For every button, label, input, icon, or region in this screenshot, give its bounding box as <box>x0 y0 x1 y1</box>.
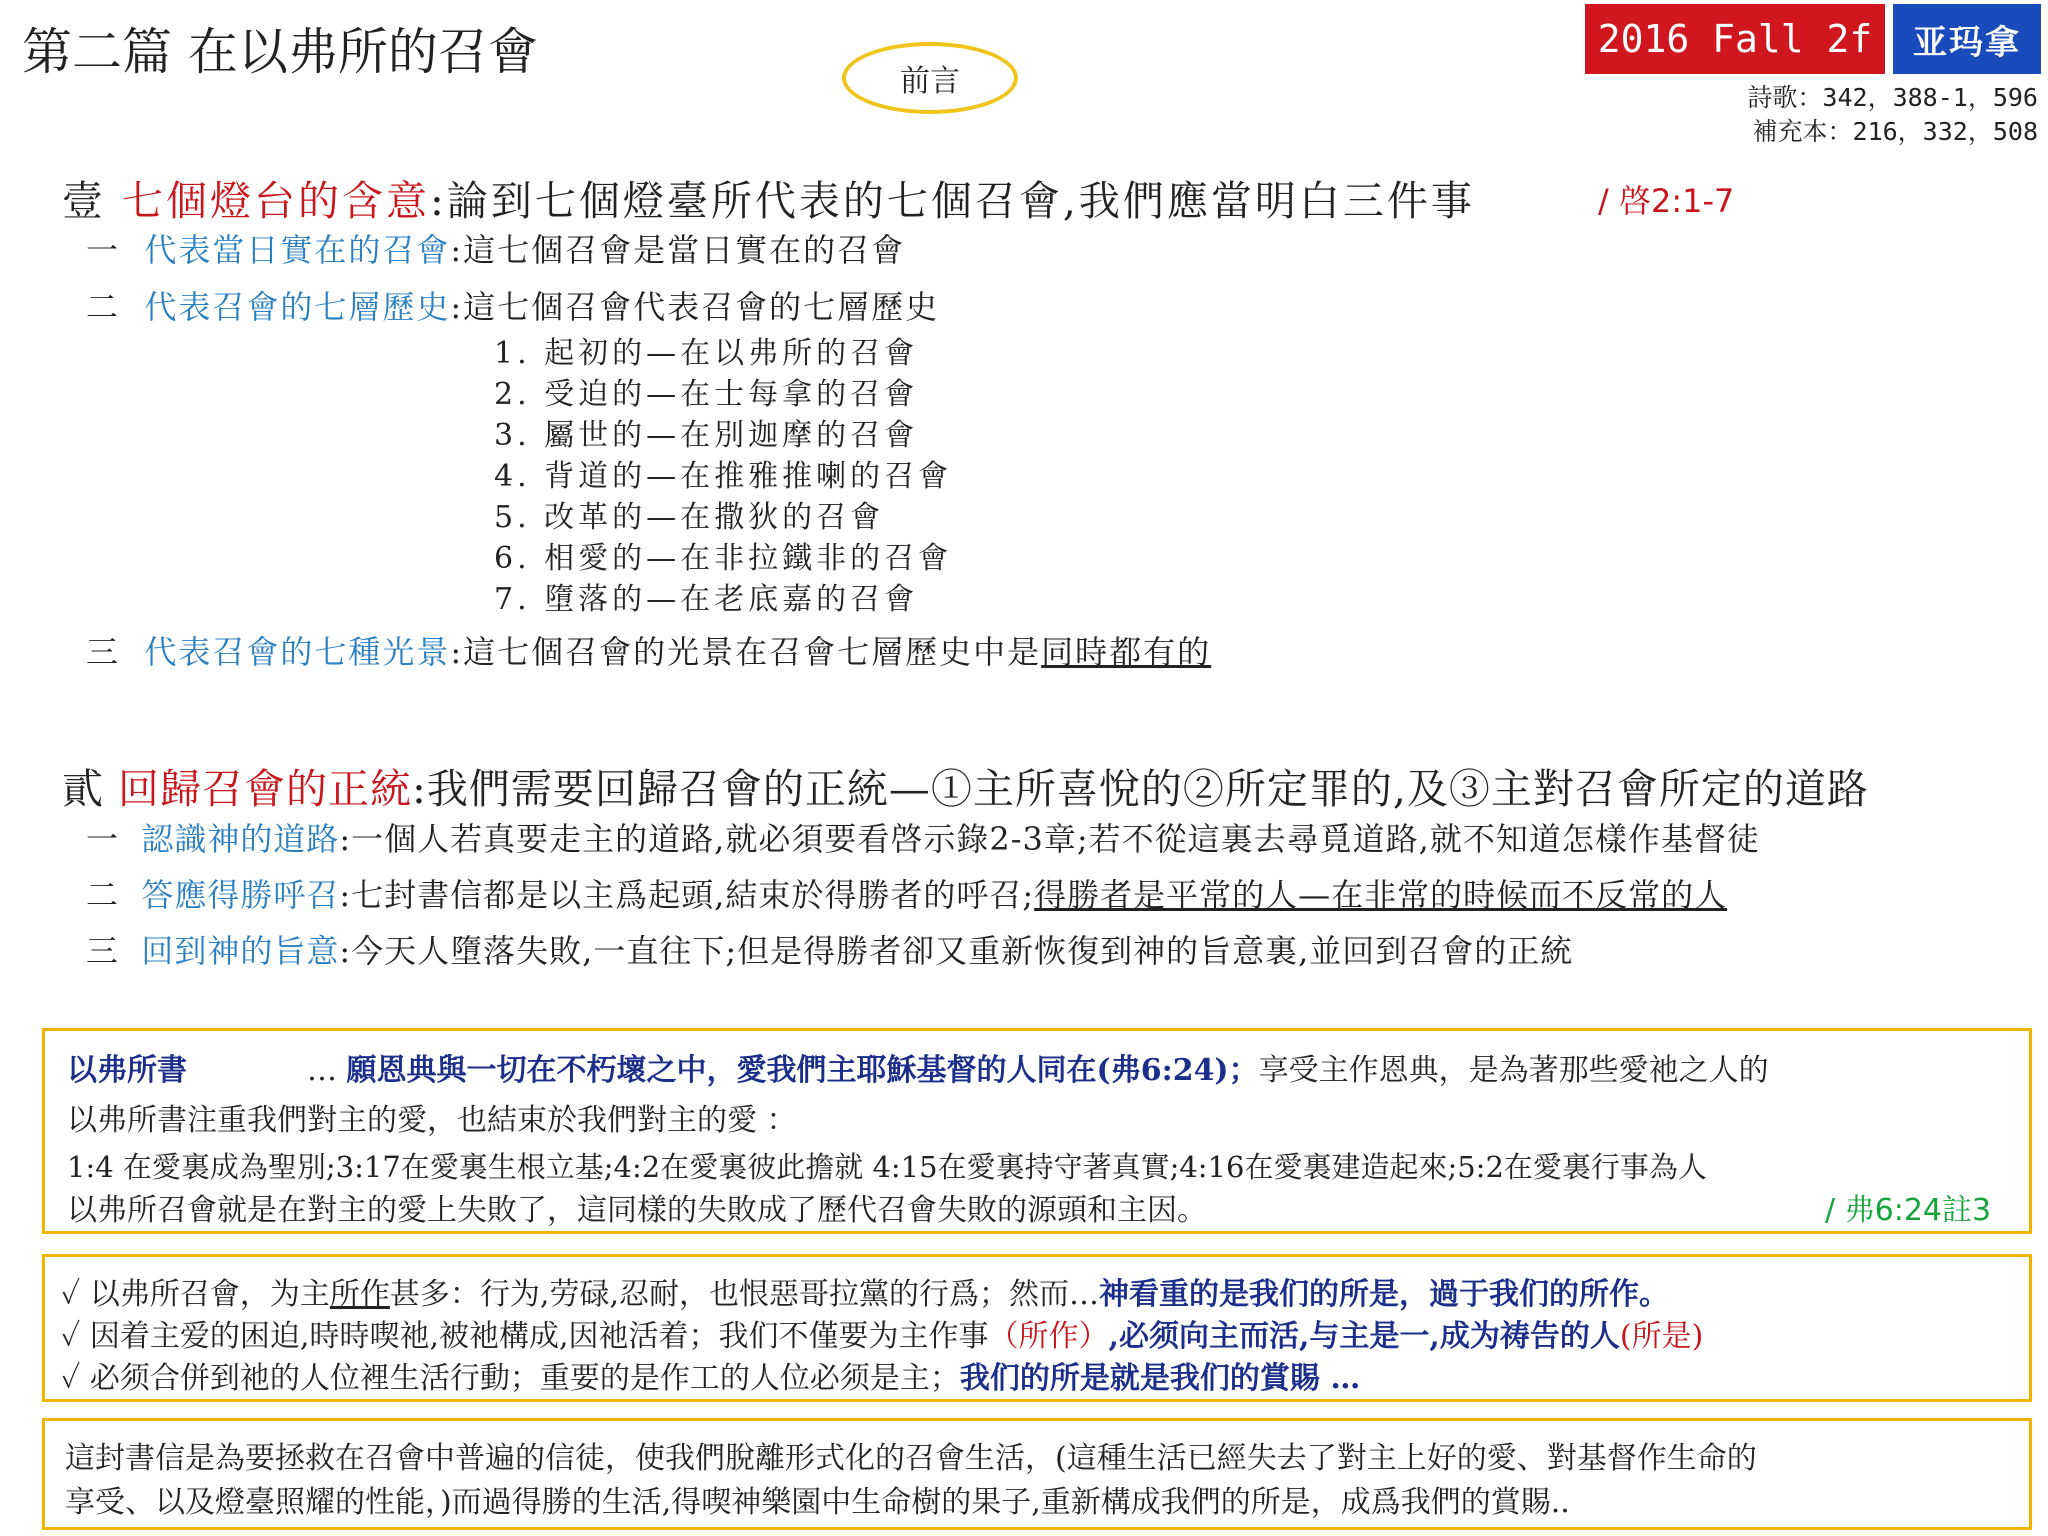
box1-bold: 願恩典與一切在不朽壞之中，愛我們主耶穌基督的人同在(弗6:24)； <box>346 1053 1259 1088</box>
point-num: 一 <box>86 231 121 269</box>
item-emphasis: ,必须向主而活,与主是一,成为祷告的人 <box>1108 1319 1620 1354</box>
box1-dots: … <box>307 1053 337 1088</box>
point-head: 回到神的旨意 <box>141 932 340 970</box>
preface-label: 前言 <box>900 64 960 99</box>
checklist-item <box>61 1353 1360 1397</box>
box1-line2: 以弗所書注重我們對主的愛，也結束於我們對主的愛 ： <box>67 1103 797 1138</box>
summary-box <box>42 1418 2032 1530</box>
check-icon: ✓ <box>61 1319 81 1354</box>
point-head: 代表召會的七層歷史 <box>144 288 451 326</box>
section2-point-3 <box>86 926 1573 972</box>
item-red: （所作） <box>988 1319 1109 1354</box>
section2-heading <box>62 756 1869 815</box>
box1-ref: / 弗6:24註3 <box>1825 1193 1992 1228</box>
ephesians-box <box>42 1028 2032 1234</box>
history-item: 1. 起初的—在以弗所的召會 <box>494 336 919 371</box>
point-text: :七封書信都是以主爲起頭,結束於得勝者的呼召; <box>339 876 1035 914</box>
section1-point-3 <box>86 627 1211 673</box>
point-num: 二 <box>86 288 121 326</box>
box1-line1 <box>67 1045 1769 1089</box>
page-title: 第二篇 在以弗所的召會 <box>22 23 538 81</box>
item-text: 甚多：行为,劳碌,忍耐，也恨惡哥拉黨的行爲；然而… <box>389 1277 1099 1312</box>
history-item: 5. 改革的—在撒狄的召會 <box>494 500 885 535</box>
section2-text: :我們需要回歸召會的正統—①主所喜悅的②所定罪的,及③主對召會所定的道路 <box>412 765 1869 813</box>
checklist-item <box>61 1269 1669 1313</box>
check-icon: ✓ <box>61 1277 81 1312</box>
section1-heading <box>62 168 1475 227</box>
point-num: 一 <box>86 820 120 858</box>
point-underline: 同時都有的 <box>1041 633 1212 671</box>
logo-text: 亚玛拿 <box>1913 22 2021 63</box>
section2-head: 回歸召會的正統 <box>118 765 413 813</box>
section2-point-1 <box>86 814 1760 860</box>
item-text: 必须合併到祂的人位裡生活行動；重要的是作工的人位必须是主； <box>89 1361 960 1396</box>
item-emphasis: 我们的所是就是我们的賞賜 … <box>959 1361 1361 1396</box>
box1-line4: 以弗所召會就是在對主的愛上失敗了，這同樣的失敗成了歷代召會失敗的源頭和主因。 <box>67 1193 1207 1228</box>
point-text: :這七個召會是當日實在的召會 <box>450 231 906 269</box>
history-item: 4. 背道的—在推雅推喇的召會 <box>494 459 953 494</box>
section1-head: 七個燈台的含意 <box>122 177 431 225</box>
item-red: (所是) <box>1619 1319 1704 1354</box>
section1-ref: / 啓2:1-7 <box>1598 182 1735 220</box>
checklist-box <box>42 1254 2032 1402</box>
box3-line1: 這封書信是為要拯救在召會中普遍的信徒，使我們脫離形式化的召會生活，(這種生活已經失去了對主上好的愛、對基督作生命的 <box>65 1441 1757 1476</box>
point-head: 答應得勝呼召 <box>141 876 340 914</box>
box1-line3: 1:4 在愛裏成為聖別;3:17在愛裏生根立基;4:2在愛裏彼此擔就 4:15在愛裏持守著真實;4:16在愛裏建造起來;5:2在愛裏行事為人 <box>67 1150 1707 1184</box>
box1-label: 以弗所書 <box>67 1053 187 1088</box>
point-text: :這七個召會的光景在召會七層歷史中是 <box>450 633 1042 671</box>
history-item: 6. 相愛的—在非拉鐵非的召會 <box>494 541 953 576</box>
history-item: 7. 墮落的—在老底嘉的召會 <box>494 582 919 617</box>
point-head: 認識神的道路 <box>141 820 340 858</box>
section1-point-2 <box>86 282 939 328</box>
point-text: :一個人若真要走主的道路,就必須要看啓示錄2-3章;若不從這裏去尋覓道路,就不知道怎樣作基督徒 <box>339 820 1760 858</box>
section1-point-1 <box>86 225 905 271</box>
session-badge: 2016 Fall 2f <box>1585 4 1885 74</box>
item-underline: 所作 <box>329 1277 390 1312</box>
hymns-line: 詩歌：342，388-1，596 <box>1747 83 2038 112</box>
logo <box>1893 4 2041 74</box>
history-item: 2. 受迫的—在士每拿的召會 <box>494 377 919 412</box>
point-text: :這七個召會代表召會的七層歷史 <box>450 288 940 326</box>
item-text: 因着主爱的困迫,時時喫祂,被祂構成,因祂活着；我们不僅要为主作事 <box>89 1319 989 1354</box>
point-num: 三 <box>86 932 120 970</box>
box3-line2: 享受、以及燈臺照耀的性能，)而過得勝的生活,得喫神樂園中生命樹的果子,重新構成我們的所是，成爲我們的賞賜.. <box>65 1485 1570 1520</box>
preface-badge <box>842 42 1018 114</box>
section1-num: 壹 <box>62 177 106 225</box>
checklist-item <box>61 1311 1703 1355</box>
history-item: 3. 屬世的—在別迦摩的召會 <box>494 418 919 453</box>
section2-num: 貳 <box>62 765 104 813</box>
point-num: 二 <box>86 876 120 914</box>
check-icon: ✓ <box>61 1361 81 1396</box>
section1-text: :論到七個燈臺所代表的七個召會,我們應當明白三件事 <box>430 177 1475 225</box>
point-text: :今天人墮落失敗,一直往下;但是得勝者卻又重新恢復到神的旨意裏,並回到召會的正統 <box>339 932 1574 970</box>
section2-point-2 <box>86 870 1727 916</box>
point-head: 代表當日實在的召會 <box>144 231 451 269</box>
point-head: 代表召會的七種光景 <box>144 633 451 671</box>
box1-rest: 享受主作恩典，是為著那些愛祂之人的 <box>1258 1053 1769 1088</box>
point-num: 三 <box>86 633 121 671</box>
item-text: 以弗所召會，为主 <box>89 1277 330 1312</box>
item-emphasis: 神看重的是我们的所是，過于我们的所作。 <box>1098 1277 1669 1312</box>
point-underline: 得勝者是平常的人—在非常的時候而不反常的人 <box>1034 876 1728 914</box>
supplement-line: 補充本：216，332，508 <box>1752 117 2038 146</box>
